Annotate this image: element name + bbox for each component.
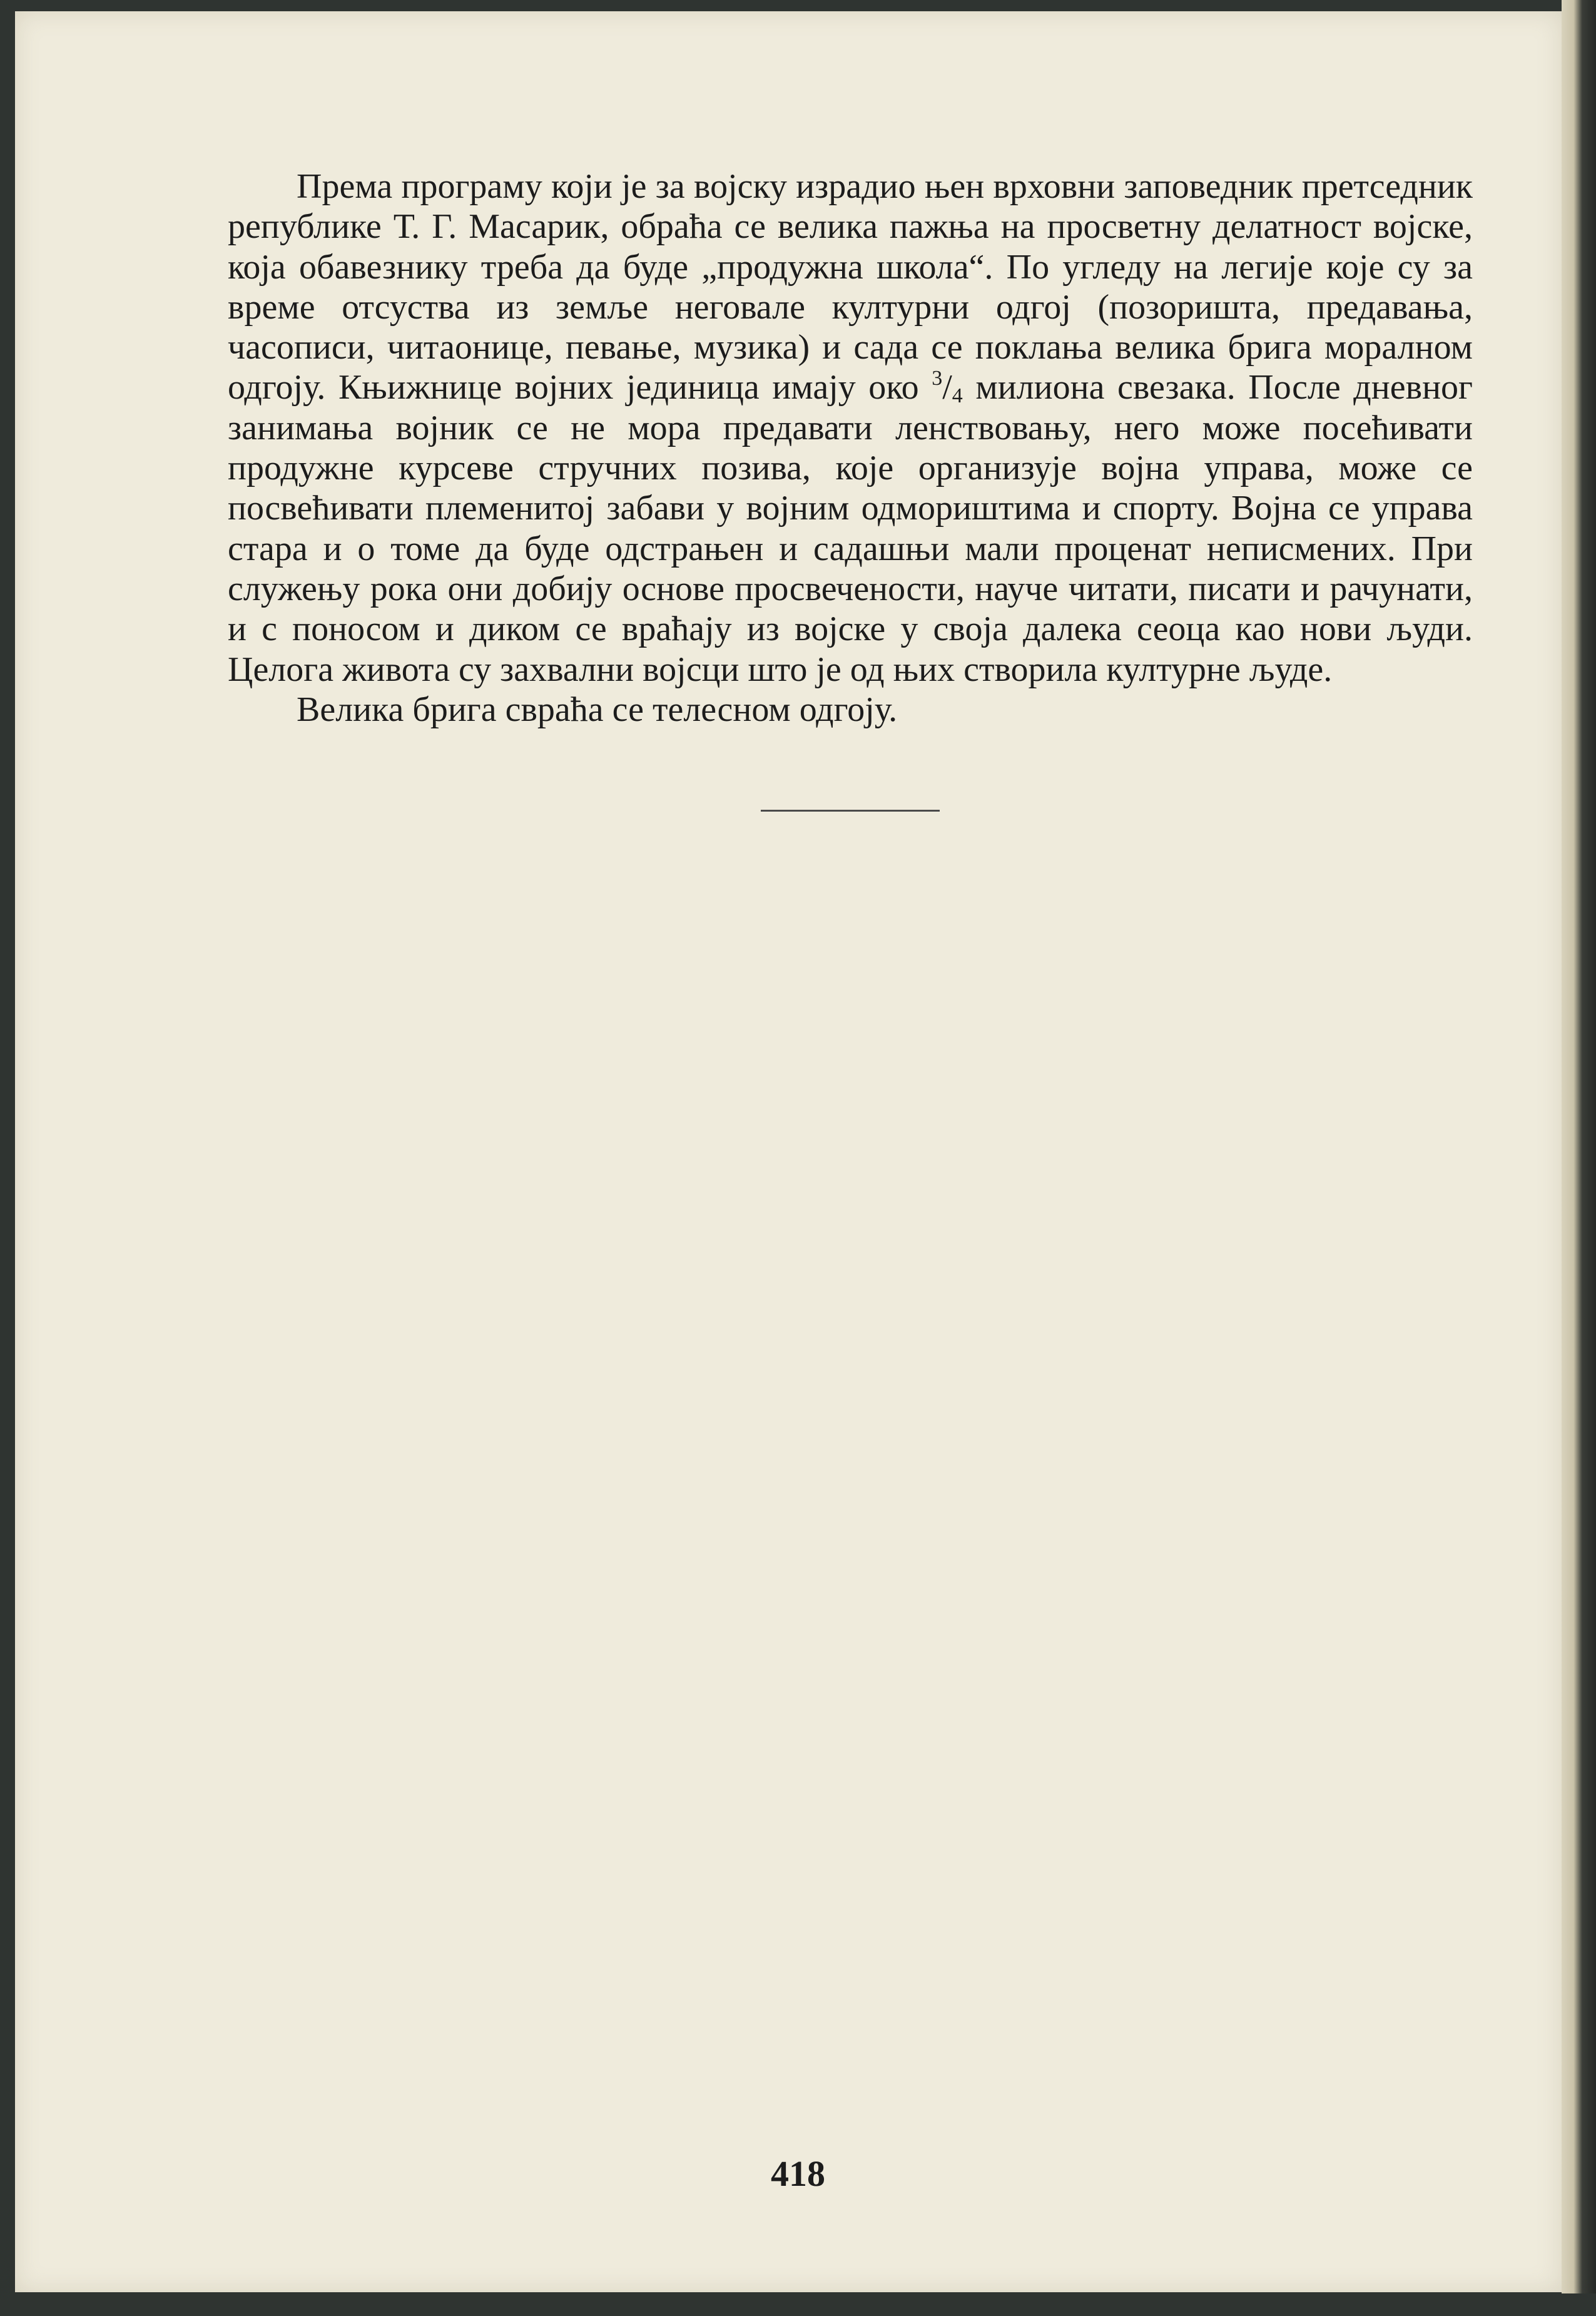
page-gutter-edge (1562, 0, 1596, 2316)
fraction-three-quarters (932, 368, 963, 407)
fraction-slash: / (942, 368, 952, 407)
page-number: 418 (771, 2153, 825, 2194)
fraction-denominator: 4 (952, 384, 963, 408)
paragraph-1 (228, 166, 1473, 690)
paragraph-2: Велика брига свраћа се телесном одгоју. (297, 690, 898, 729)
paragraph-1-text-before-fraction: Према програму који је за војску израдио њен врховни заповедник претседник републике Т. Г. Масарик, обраћа се велика пажња на просветну делатност војске, која обавезнику треба да буде „продужна школа“. По угледу на легије које су за време отсуства из земље неговале културни одгој (позоришта, предавања, часописи, читаонице, певање, музика) и сада се поклања велика брига моралном одгоју. Књижнице војних јединица имају око (228, 167, 1473, 407)
paragraph-1-text-after-fraction: милиона свезака. После дневног занимања војник се не мора предавати ленствовању, него може посећивати продужне курсеве стручних позива, које организује војна управа, може се посвећивати племенитој забави у војним одмориштима и спорту. Војна се управа стара и о томе да буде одстрањен и садашњи мали проценат неписмених. При служењу рока они добију основе просвечености, науче читати, писати и рачунати, и с поносом и диком се враћају из војске у своја далека сеоца као нови људи. Целога живота су захвални војсци што је од њих створила културне људе. (228, 368, 1473, 689)
body-text (228, 166, 1473, 730)
section-divider-rule (761, 810, 940, 812)
fraction-numerator: 3 (932, 367, 943, 390)
scan-bottom-border (0, 2293, 1596, 2316)
